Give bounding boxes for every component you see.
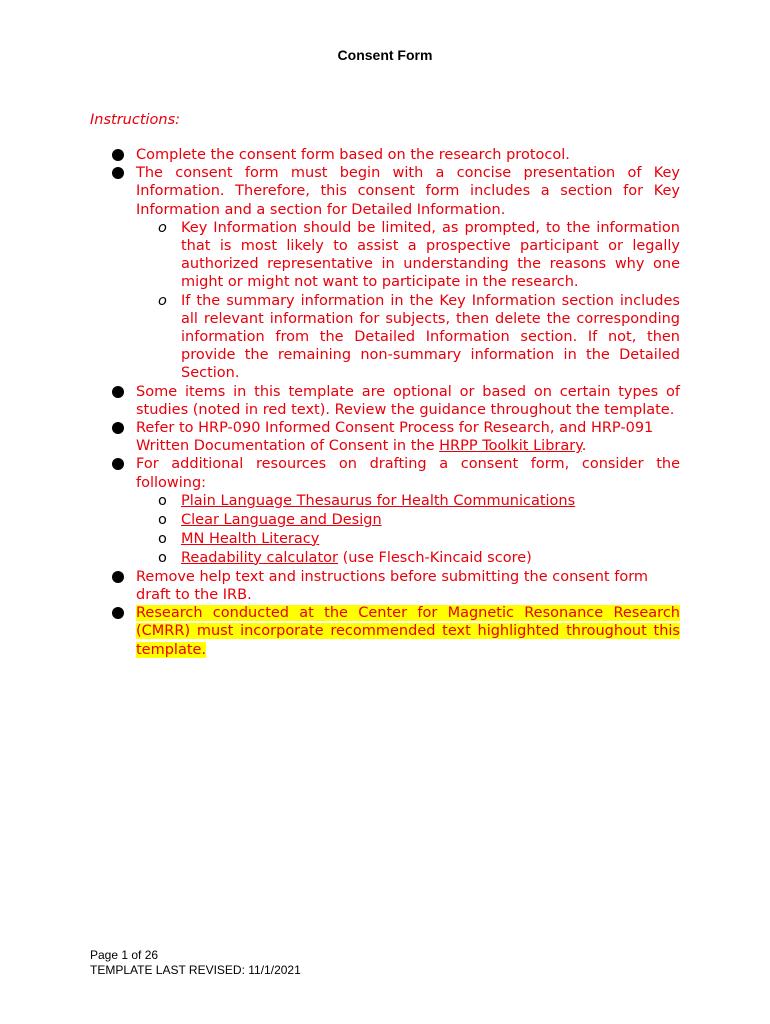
bullet-icon [112, 458, 124, 470]
sub-list-item [112, 511, 680, 530]
sub-bullet-icon: o [158, 292, 167, 309]
sub-list-item [112, 292, 680, 383]
item-text: Remove help text and instructions before submitting the consent form draft to the IRB. [136, 568, 649, 604]
hrpp-toolkit-library-link[interactable]: HRPP Toolkit Library [439, 438, 582, 455]
sub-bullet-icon: o [158, 219, 167, 236]
clear-language-design-link[interactable]: Clear Language and Design [181, 511, 382, 528]
item-text: For additional resources on drafting a consent form, consider the following: [136, 456, 680, 491]
sub-list-item [112, 549, 680, 568]
sub-list-item [112, 219, 680, 292]
sub-item-text: Key Information should be limited, as prompted, to the information that is most likely to assist a prospective participant or legally authorized representative in understanding the reasons why one might or might not want to participate in the research. [181, 219, 680, 291]
list-item [112, 383, 680, 419]
sub-bullet-icon: o [158, 511, 167, 528]
readability-calculator-link[interactable]: Readability calculator [181, 549, 338, 566]
page-title: Consent Form [337, 47, 433, 63]
bullet-icon [112, 607, 124, 619]
sub-item-text: If the summary information in the Key Information section includes all relevant information for subjects, then delete the corresponding information from the Detailed Information section. If not, then provide the remaining non-summary information in the Detailed Section. [181, 292, 680, 382]
mn-health-literacy-link[interactable]: MN Health Literacy [181, 530, 320, 547]
page-number: Page 1 of 26 [90, 948, 159, 962]
instructions-heading: Instructions: [90, 112, 181, 128]
page-footer [90, 948, 301, 978]
bullet-icon [112, 386, 124, 398]
plain-language-thesaurus-link[interactable]: Plain Language Thesaurus for Health Communications [181, 492, 576, 509]
instructions-list [112, 146, 680, 659]
sub-list-item [112, 530, 680, 549]
list-item [112, 164, 680, 219]
highlighted-item-text: Research conducted at the Center for Magnetic Resonance Research (CMRR) must incorporate recommended text highlighted throughout this template. [136, 605, 680, 658]
sub-bullet-icon: o [158, 549, 167, 566]
bullet-icon [112, 149, 124, 161]
template-revised-date: TEMPLATE LAST REVISED: 11/1/2021 [90, 963, 301, 977]
bullet-icon [112, 571, 124, 583]
list-item [112, 146, 680, 164]
item-text: The consent form must begin with a concise presentation of Key Information. Therefore, this consent form includes a section for Key Information and a section for Detailed Information. [136, 165, 680, 218]
sub-item-text: (use Flesch-Kincaid score) [337, 549, 532, 566]
item-text: Some items in this template are optional or based on certain types of studies (noted in red text). Review the guidance throughout the template. [136, 383, 680, 418]
list-item [112, 419, 680, 455]
bullet-icon [112, 422, 124, 434]
sub-bullet-icon: o [158, 492, 167, 509]
list-item [112, 568, 680, 604]
sub-bullet-icon: o [158, 530, 167, 547]
list-item [112, 455, 680, 491]
list-item [112, 604, 680, 659]
bullet-icon [112, 167, 124, 179]
item-text: Refer to HRP-090 Informed Consent Process for Research, and HRP-091 Written Documentation of Consent in the [136, 420, 654, 455]
item-text: Complete the consent form based on the research protocol. [136, 147, 570, 163]
item-text-end: . [581, 438, 587, 455]
sub-list-item [112, 492, 680, 511]
